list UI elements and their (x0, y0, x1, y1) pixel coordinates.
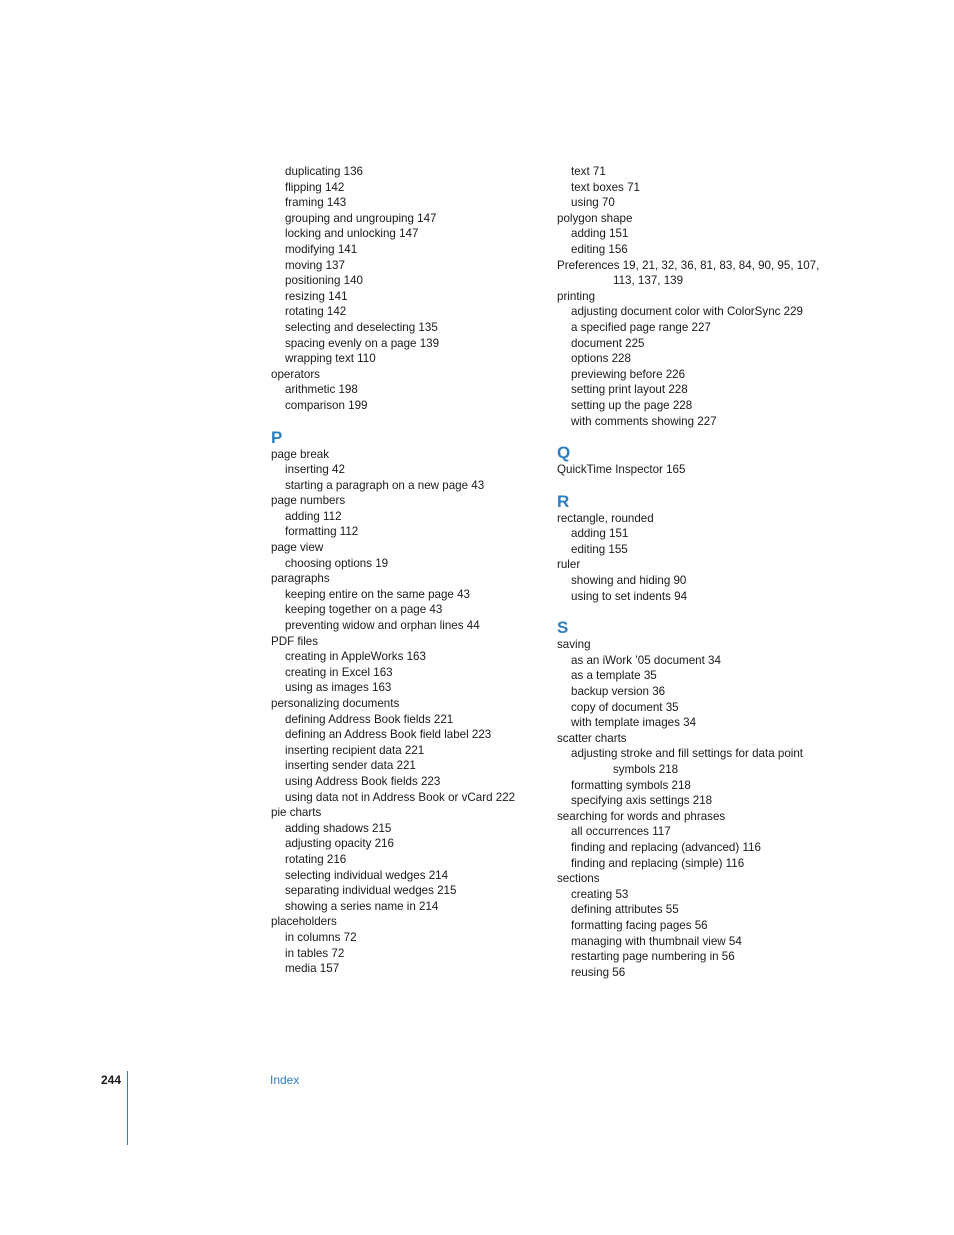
index-subentry: reusing 56 (571, 965, 626, 979)
index-subentry: using data not in Address Book or vCard 222 (285, 790, 516, 804)
index-entry: printing (557, 289, 596, 303)
index-subentry: setting print layout 228 (571, 383, 688, 397)
index-subentry: formatting 112 (285, 525, 359, 539)
index-subentry: specifying axis settings 218 (571, 794, 713, 808)
index-entry: operators (271, 367, 320, 381)
index-subentry: editing 156 (571, 242, 628, 256)
index-subentry: modifying 141 (285, 242, 358, 256)
index-entry: page break (271, 447, 330, 461)
index-subentry: wrapping text 110 (285, 352, 376, 366)
index-subentry: text 71 (571, 165, 606, 178)
index-subentry: formatting symbols 218 (571, 778, 691, 792)
index-entry: PDF files (271, 634, 319, 648)
index-column-left (271, 164, 541, 977)
index-subentry: framing 143 (285, 196, 347, 210)
index-entry: scatter charts (557, 731, 627, 745)
index-subentry: managing with thumbnail view 54 (571, 934, 742, 948)
index-subentry: as a template 35 (571, 669, 657, 683)
index-subentry: selecting individual wedges 214 (285, 868, 449, 882)
index-subentry: adjusting stroke and fill settings for data point symbols 218 (571, 747, 804, 776)
index-subentry: as an iWork ’05 document 34 (571, 653, 721, 667)
index-subentry: using 70 (571, 196, 615, 210)
index-subentry: defining attributes 55 (571, 903, 679, 917)
index-subentry: arithmetic 198 (285, 383, 358, 397)
index-subentry: setting up the page 228 (571, 398, 693, 412)
footer-divider (127, 1071, 128, 1145)
index-entry: paragraphs (271, 572, 330, 586)
index-subentry: showing a series name in 214 (285, 899, 439, 913)
index-subentry: media 157 (285, 962, 340, 976)
index-letter-heading: R (557, 491, 570, 511)
index-subentry: moving 137 (285, 258, 345, 272)
index-subentry: formatting facing pages 56 (571, 918, 708, 932)
index-subentry: spacing evenly on a page 139 (285, 336, 440, 350)
index-subentry: editing 155 (571, 542, 628, 556)
index-letter-heading: P (271, 427, 283, 447)
index-subentry: options 228 (571, 352, 631, 366)
index-subentry: backup version 36 (571, 685, 666, 699)
section-label: Index (270, 1073, 300, 1087)
index-subentry: using Address Book fields 223 (285, 774, 441, 788)
index-subentry: inserting recipient data 221 (285, 743, 425, 757)
index-subentry: adding 151 (571, 227, 629, 241)
index-subentry: separating individual wedges 215 (285, 884, 457, 898)
index-entry: page view (271, 541, 324, 555)
index-entry: ruler (557, 558, 581, 572)
index-subentry: all occurrences 117 (571, 825, 671, 839)
index-entry: QuickTime Inspector 165 (557, 463, 686, 477)
index-subentry: with template images 34 (571, 716, 697, 730)
index-subentry: locking and unlocking 147 (285, 227, 419, 241)
index-column-right (557, 164, 827, 980)
index-entry: polygon shape (557, 211, 633, 225)
index-subentry: creating 53 (571, 887, 629, 901)
index-subentry: copy of document 35 (571, 700, 679, 714)
page-number: 244 (100, 1073, 121, 1087)
index-entry: searching for words and phrases (557, 809, 726, 823)
index-subentry: adjusting opacity 216 (285, 837, 394, 851)
index-subentry: grouping and ungrouping 147 (285, 211, 437, 225)
index-subentry: inserting 42 (285, 463, 345, 477)
index-entry: sections (557, 872, 600, 886)
index-entry: personalizing documents (271, 697, 400, 710)
index-subentry: previewing before 226 (571, 367, 686, 381)
index-subentry: in tables 72 (285, 946, 345, 960)
index-subentry: resizing 141 (285, 289, 348, 303)
index-subentry: text boxes 71 (571, 180, 640, 194)
index-subentry: rotating 216 (285, 852, 347, 866)
index-subentry: creating in AppleWorks 163 (285, 650, 426, 664)
index-subentry: adding 112 (285, 509, 342, 523)
index-subentry: comparison 199 (285, 398, 368, 412)
index-subentry: defining an Address Book field label 223 (285, 728, 492, 742)
index-subentry: defining Address Book fields 221 (285, 712, 454, 726)
index-subentry: duplicating 136 (285, 165, 363, 178)
index-subentry: inserting sender data 221 (285, 759, 416, 773)
index-subentry: restarting page numbering in 56 (571, 950, 735, 964)
index-letter-heading: Q (557, 443, 571, 463)
index-subentry: using to set indents 94 (571, 589, 688, 603)
index-subentry: showing and hiding 90 (571, 574, 687, 588)
index-entry: rectangle, rounded (557, 511, 654, 525)
index-subentry: adding shadows 215 (285, 821, 392, 835)
index-entry: saving (557, 638, 591, 652)
index-entry: Preferences 19, 21, 32, 36, 81, 83, 84, 90, 95, 107, 113, 137, 139 (557, 258, 820, 288)
index-subentry: document 225 (571, 336, 645, 350)
index-subentry: keeping together on a page 43 (285, 603, 443, 617)
index-subentry: adjusting document color with ColorSync 229 (571, 305, 803, 319)
index-subentry: with comments showing 227 (571, 414, 717, 428)
index-entry: page numbers (271, 494, 346, 508)
index-subentry: choosing options 19 (285, 556, 389, 570)
index-letter-heading: S (557, 618, 569, 638)
index-subentry: flipping 142 (285, 180, 345, 194)
index-subentry: in columns 72 (285, 930, 357, 944)
index-subentry: preventing widow and orphan lines 44 (285, 619, 480, 633)
index-entry: placeholders (271, 915, 337, 929)
index-subentry: creating in Excel 163 (285, 665, 393, 679)
index-subentry: using as images 163 (285, 681, 392, 695)
index-entry: pie charts (271, 806, 322, 820)
index-subentry: starting a paragraph on a new page 43 (285, 478, 485, 492)
index-subentry: selecting and deselecting 135 (285, 320, 438, 334)
index-subentry: positioning 140 (285, 274, 363, 288)
index-subentry: finding and replacing (advanced) 116 (571, 840, 761, 854)
index-subentry: a specified page range 227 (571, 320, 711, 334)
index-subentry: finding and replacing (simple) 116 (571, 856, 745, 870)
index-subentry: keeping entire on the same page 43 (285, 587, 470, 601)
index-subentry: rotating 142 (285, 305, 347, 319)
index-subentry: adding 151 (571, 527, 629, 541)
